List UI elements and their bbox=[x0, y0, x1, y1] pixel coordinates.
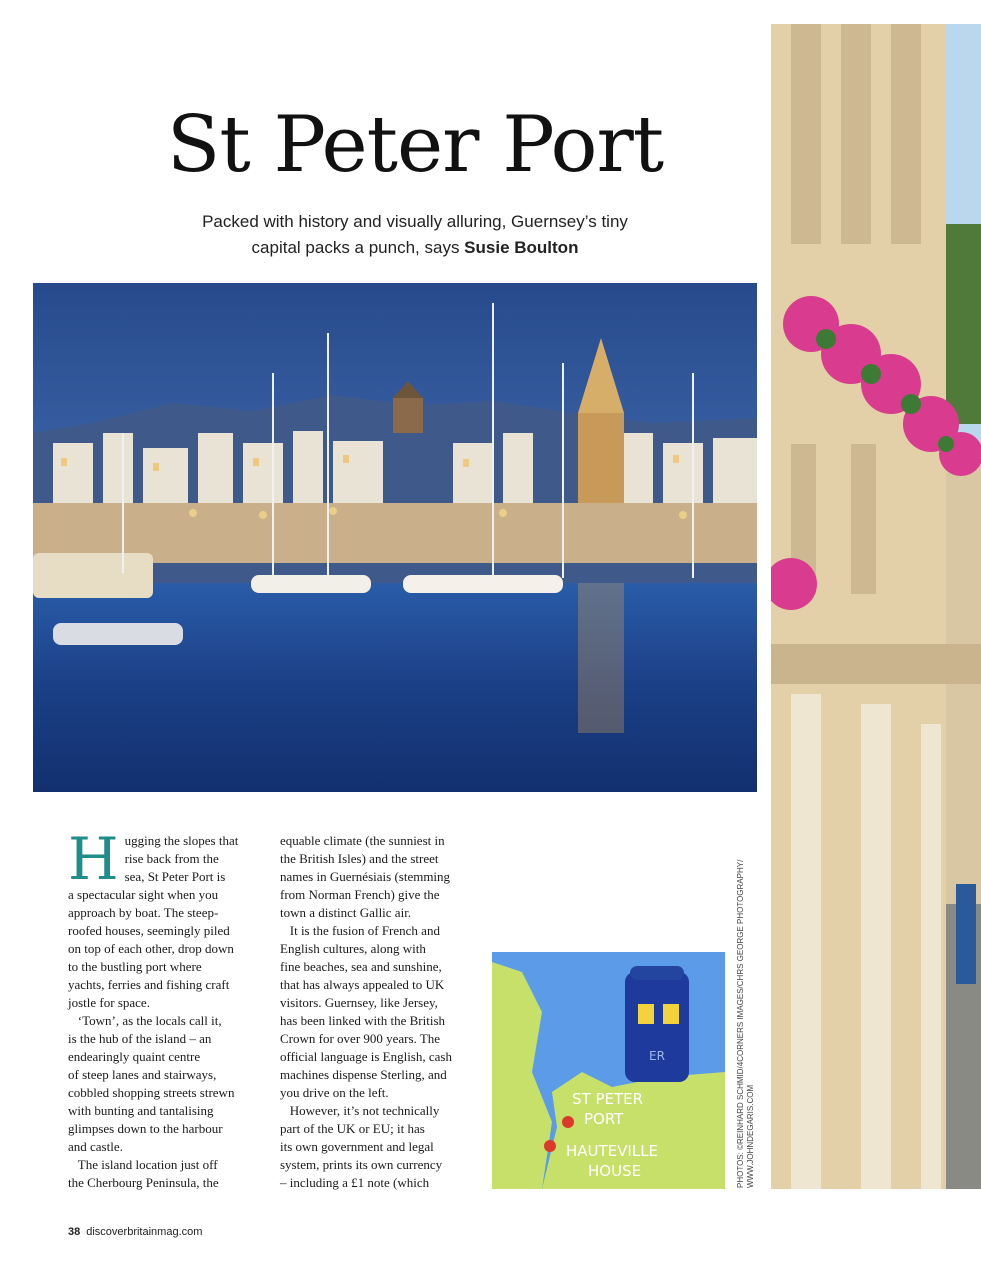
body-line: rise back from the bbox=[124, 851, 219, 866]
body-line: part of the UK or EU; it has bbox=[280, 1121, 425, 1136]
body-line: its own government and legal bbox=[280, 1139, 434, 1154]
body-line: visitors. Guernsey, like Jersey, bbox=[280, 995, 438, 1010]
street-photo bbox=[771, 24, 981, 1189]
body-line: from Norman French) give the bbox=[280, 887, 440, 902]
photo-credit-text bbox=[736, 859, 756, 1188]
author-name: Susie Boulton bbox=[464, 238, 579, 257]
body-line: system, prints its own currency bbox=[280, 1157, 443, 1172]
article-title: St Peter Port bbox=[166, 100, 664, 190]
body-line: the Cherbourg Peninsula, the bbox=[68, 1175, 219, 1190]
body-line: is the hub of the island – an bbox=[68, 1031, 212, 1046]
body-line: It is the fusion of French and bbox=[280, 923, 440, 938]
body-line: sea, St Peter Port is bbox=[124, 869, 226, 884]
body-line: glimpses down to the harbour bbox=[68, 1121, 223, 1136]
body-line: yachts, ferries and fishing craft bbox=[68, 977, 230, 992]
map-label-hauteville: HAUTEVILLE bbox=[566, 1142, 659, 1160]
body-line: ugging the slopes that bbox=[124, 833, 239, 848]
body-line: of steep lanes and stairways, bbox=[68, 1067, 217, 1082]
body-line: jostle for space. bbox=[68, 995, 150, 1010]
photo-credit-line-2: WWW.JOHNDEGARIS.COM bbox=[746, 1084, 755, 1188]
body-line: a spectacular sight when you bbox=[68, 887, 219, 902]
body-line: roofed houses, seemingly piled bbox=[68, 923, 230, 938]
hauteville-house-pin bbox=[544, 1140, 556, 1152]
body-line: that has always appealed to UK bbox=[280, 977, 445, 992]
body-line: to the bustling port where bbox=[68, 959, 202, 974]
body-line: with bunting and tantalising bbox=[68, 1103, 214, 1118]
body-line: Crown for over 900 years. The bbox=[280, 1031, 441, 1046]
body-line: town a distinct Gallic air. bbox=[280, 905, 412, 920]
standfirst-prefix: capital packs a punch, says bbox=[251, 238, 465, 257]
photo-credit bbox=[736, 859, 755, 1188]
column-2-text bbox=[280, 832, 470, 1192]
body-line: equable climate (the sunniest in bbox=[280, 833, 445, 848]
footer-site-url[interactable]: discoverbritainmag.com bbox=[86, 1226, 203, 1238]
postbox-initials: ER bbox=[649, 1049, 665, 1063]
street-photo-illustration bbox=[771, 24, 981, 1189]
map-label-port: PORT bbox=[584, 1110, 624, 1128]
map-illustration bbox=[492, 952, 725, 1189]
body-line: names in Guernésiais (stemming bbox=[280, 869, 451, 884]
photo-credit-line-1: PHOTOS: ©REINHARD SCHMID/4CORNERS IMAGES/CHRS GEORGE PHOTOGRAPHY/ bbox=[736, 859, 745, 1188]
body-line: cobbled shopping streets strewn bbox=[68, 1085, 235, 1100]
harbour-photo-illustration bbox=[33, 283, 757, 792]
body-line: official language is English, cash bbox=[280, 1049, 452, 1064]
map-svg bbox=[492, 952, 725, 1189]
body-column-1 bbox=[68, 825, 258, 1192]
map-label-house: HOUSE bbox=[588, 1162, 642, 1180]
standfirst-line-1: Packed with history and visually alluring, Guernsey’s tiny bbox=[202, 212, 628, 231]
drop-cap: H bbox=[68, 825, 119, 893]
body-line: you drive on the left. bbox=[280, 1085, 389, 1100]
body-line: English cultures, along with bbox=[280, 941, 426, 956]
body-line: endearingly quaint centre bbox=[68, 1049, 201, 1064]
st-peter-port-pin bbox=[562, 1116, 574, 1128]
body-line: the British Isles) and the street bbox=[280, 851, 439, 866]
standfirst bbox=[150, 209, 680, 261]
body-line: However, it’s not technically bbox=[280, 1103, 440, 1118]
body-line: ‘Town’, as the locals call it, bbox=[68, 1013, 222, 1028]
body-line: fine beaches, sea and sunshine, bbox=[280, 959, 442, 974]
body-column-2 bbox=[280, 832, 470, 1192]
body-line: and castle. bbox=[68, 1139, 123, 1154]
body-line: on top of each other, drop down bbox=[68, 941, 234, 956]
standfirst-line-2 bbox=[150, 235, 680, 261]
body-line: has been linked with the British bbox=[280, 1013, 446, 1028]
page-footer bbox=[68, 1226, 202, 1238]
body-line: The island location just off bbox=[68, 1157, 218, 1172]
map-label-st-peter: ST PETER bbox=[572, 1090, 644, 1108]
body-line: machines dispense Sterling, and bbox=[280, 1067, 447, 1082]
column-1-text bbox=[68, 825, 258, 1192]
body-line: approach by boat. The steep- bbox=[68, 905, 219, 920]
body-line: – including a £1 note (which bbox=[280, 1175, 430, 1190]
page-number: 38 bbox=[68, 1226, 81, 1238]
harbour-photo bbox=[33, 283, 757, 792]
